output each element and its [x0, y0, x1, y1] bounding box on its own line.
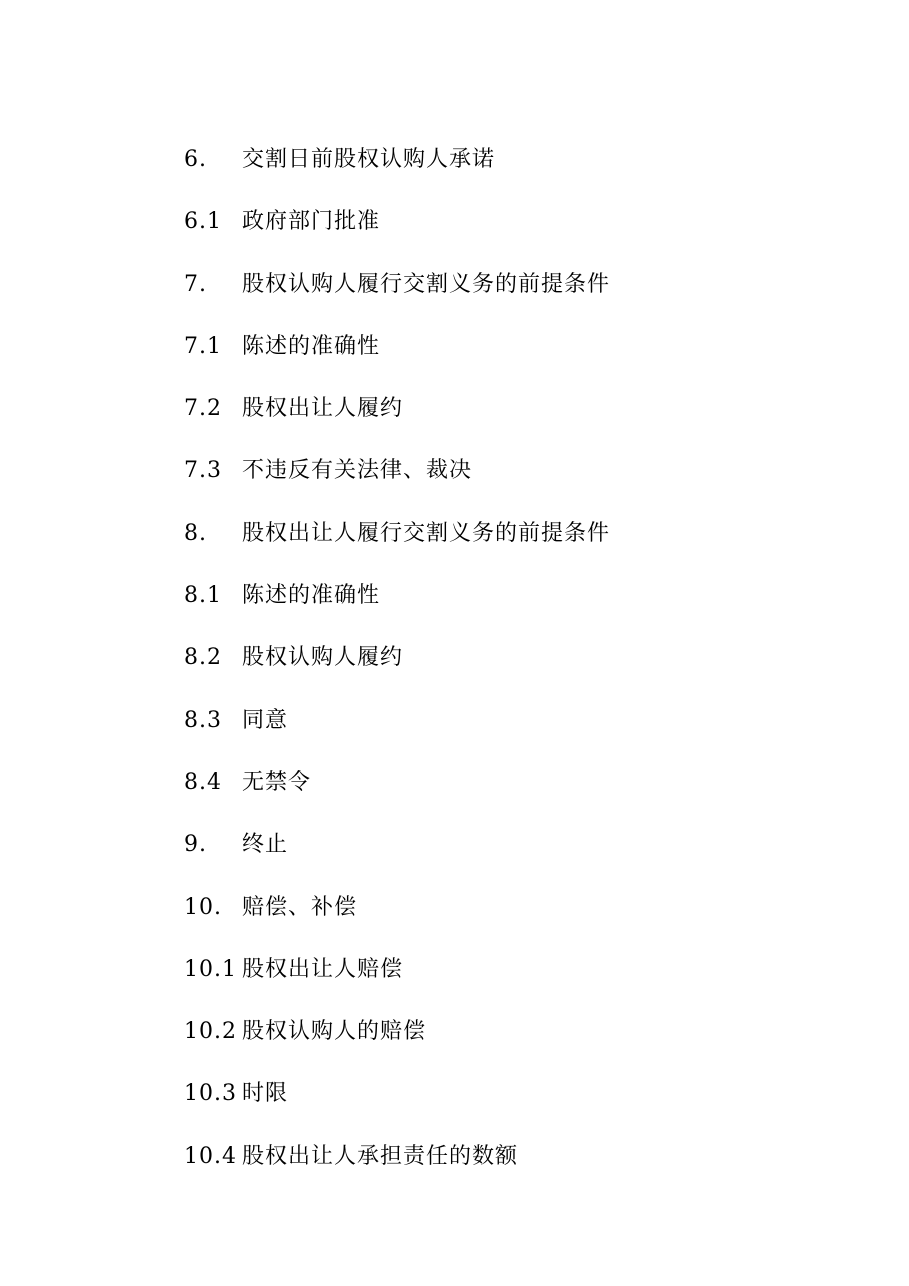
toc-item — [184, 268, 804, 330]
toc-item — [184, 517, 804, 579]
toc-item — [184, 454, 804, 516]
toc-item — [184, 579, 804, 641]
toc-item-title: 时限 — [242, 1081, 289, 1107]
toc-item-number: 7.2 — [184, 396, 222, 422]
toc-item-number: 7.3 — [184, 458, 222, 484]
toc-item-title: 股权认购人履行交割义务的前提条件 — [242, 271, 611, 297]
toc-item-title: 陈述的准确性 — [242, 333, 381, 359]
toc-item — [184, 1015, 804, 1077]
toc-item-number: 7.1 — [184, 333, 222, 359]
toc-item-title: 交割日前股权认购人承诺 — [242, 147, 496, 172]
toc-item — [184, 1077, 804, 1139]
toc-item-title: 股权认购人履约 — [242, 645, 404, 671]
toc-item-number: 10.3 — [184, 1081, 237, 1107]
toc-item-title: 不违反有关法律、裁决 — [242, 458, 473, 484]
toc-item-title: 股权认购人的赔偿 — [242, 1019, 427, 1045]
toc-item-number: 6.1 — [184, 209, 222, 235]
toc-item-title: 赔偿、补偿 — [242, 894, 358, 920]
toc-item — [184, 704, 804, 766]
toc-item-title: 陈述的准确性 — [242, 583, 381, 609]
toc-item-title: 股权出让人赔偿 — [242, 956, 404, 982]
toc-item — [184, 143, 804, 205]
toc-item-title: 同意 — [242, 707, 289, 733]
toc-item-title: 股权出让人履行交割义务的前提条件 — [242, 520, 611, 546]
toc-item — [184, 641, 804, 703]
toc-item-title: 股权出让人履约 — [242, 396, 404, 422]
toc-item-number: 7. — [184, 271, 207, 297]
toc-item-title: 股权出让人承担责任的数额 — [242, 1143, 519, 1169]
toc-item-number: 6. — [184, 147, 207, 172]
toc-item-number: 8. — [184, 520, 207, 546]
toc-item-title: 终止 — [242, 832, 289, 858]
toc-item-number: 8.2 — [184, 645, 222, 671]
toc-item — [184, 766, 804, 828]
toc-item-number: 9. — [184, 832, 207, 858]
toc-item-number: 10.4 — [184, 1143, 237, 1169]
table-of-contents — [184, 143, 804, 1202]
toc-item-number: 10.2 — [184, 1019, 237, 1045]
toc-item — [184, 205, 804, 267]
toc-item-title: 政府部门批准 — [242, 209, 381, 235]
toc-item-number: 8.4 — [184, 769, 222, 795]
toc-item — [184, 828, 804, 890]
toc-item-number: 8.3 — [184, 707, 222, 733]
toc-item — [184, 392, 804, 454]
toc-item-title: 无禁令 — [242, 769, 312, 795]
toc-item — [184, 330, 804, 392]
toc-item — [184, 891, 804, 953]
toc-item — [184, 953, 804, 1015]
toc-item-number: 8.1 — [184, 583, 222, 609]
toc-item — [184, 1140, 804, 1202]
toc-item-number: 10.1 — [184, 956, 237, 982]
toc-item-number: 10. — [184, 894, 222, 920]
